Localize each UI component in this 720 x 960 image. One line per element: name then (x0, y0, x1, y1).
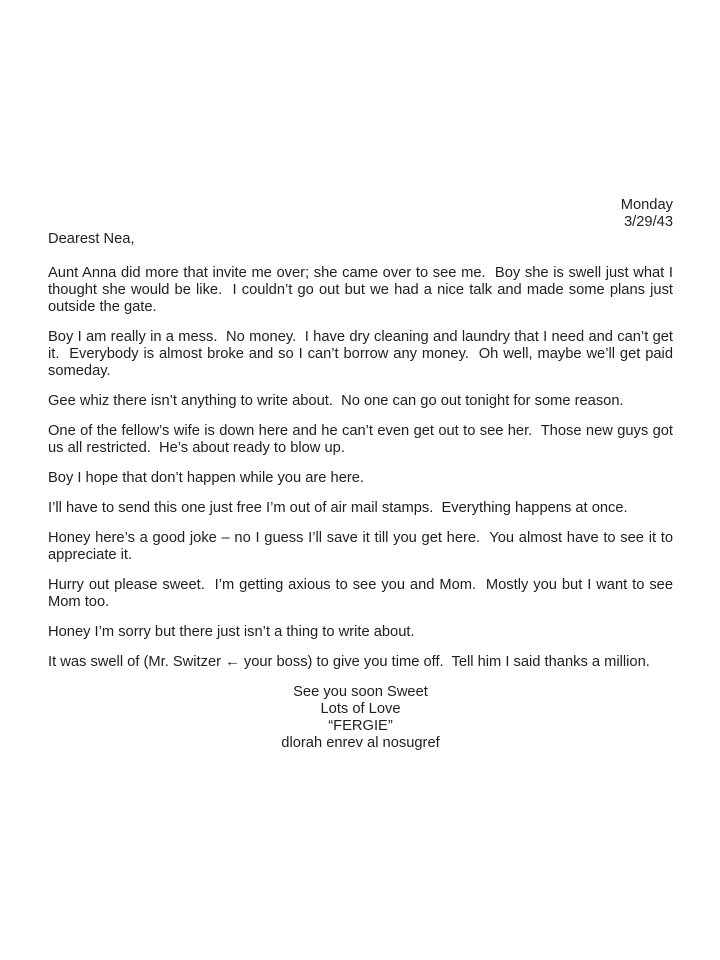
letter-body (48, 197, 678, 752)
closing-line: “FERGIE” (328, 718, 393, 734)
letter-paragraph: It was swell of (Mr. Switzer ← your boss) to give you time off. Tell him I said thanks a million. (48, 654, 650, 670)
letter-paragraphs (48, 265, 678, 671)
closing-line: Lots of Love (320, 701, 401, 717)
salutation: Dearest Nea, (48, 231, 135, 247)
closing-block (48, 684, 673, 752)
letter-paragraph: Honey I’m sorry but there just isn’t a thing to write about. (48, 624, 415, 640)
letter-paragraph: Honey here’s a good joke – no I guess I’ll save it till you get here. You almost have to see it to appreciate it. (48, 530, 678, 563)
date-block (48, 197, 673, 231)
closing-line: See you soon Sweet (293, 684, 428, 700)
letter-paragraph: Hurry out please sweet. I’m getting axious to see you and Mom. Mostly you but I want to see Mom too. (48, 577, 678, 610)
date-day: Monday (620, 197, 673, 213)
letter-paragraph: Boy I am really in a mess. No money. I have dry cleaning and laundry that I need and can’t get it. Everybody is almost broke and so I can’t borrow any money. Oh well, maybe we’ll get paid someday. (48, 329, 678, 379)
letter-paragraph: Aunt Anna did more that invite me over; she came over to see me. Boy she is swell just what I thought she would be like. I couldn’t go out but we had a nice talk and made some plans just outside the gate. (48, 265, 678, 315)
letter-paragraph: I’ll have to send this one just free I’m out of air mail stamps. Everything happens at once. (48, 500, 628, 516)
letter-paragraph: One of the fellow’s wife is down here and he can’t even get out to see her. Those new guys got us all restricted. He’s about ready to blow up. (48, 423, 678, 456)
closing-line: dlorah enrev al nosugref (281, 735, 440, 751)
date-value: 3/29/43 (623, 214, 673, 230)
letter-paragraph: Boy I hope that don’t happen while you are here. (48, 470, 365, 486)
letter-paragraph: Gee whiz there isn’t anything to write about. No one can go out tonight for some reason. (48, 393, 624, 409)
